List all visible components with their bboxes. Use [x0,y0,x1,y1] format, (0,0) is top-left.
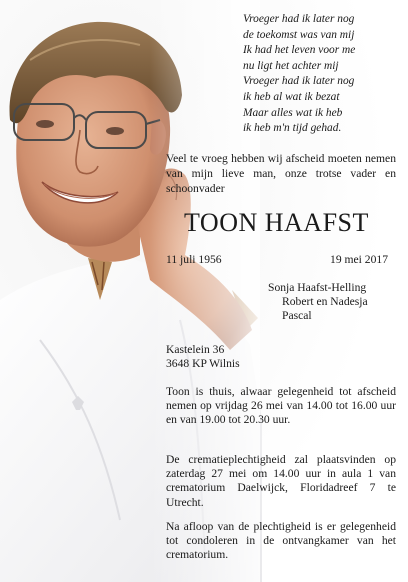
poem [243,12,405,137]
relative-name: Sonja Haafst-Helling [268,281,367,294]
death-date: 19 mei 2017 [330,253,388,266]
relative-name: Pascal [282,309,312,323]
poem-line: Vroeger had ik later nog [243,75,355,88]
condolence-paragraph: Na afloop van de plechtigheid is er gelegenheid tot condoleren in de ontvangkamer van het crematorium. [166,520,396,562]
visitation-paragraph: Toon is thuis, alwaar gelegenheid tot afscheid nemen op vrijdag 26 mei van 14.00 tot 16.00 uur en van 19.00 tot 20.30 uur. [166,385,396,427]
deceased-name: TOON HAAFST [184,208,369,237]
poem-line: de toekomst was van mij [243,28,355,41]
life-dates [166,253,388,266]
birth-date: 11 juli 1956 [166,253,222,266]
poem-line: nu ligt het achter mij [243,59,339,72]
address-street: Kastelein 36 [166,343,225,356]
address [166,343,240,371]
intro-text: Veel te vroeg hebben wij afscheid moeten nemen van mijn lieve man, onze trotse vader en schoonvader [166,152,396,196]
poem-line: Vroeger had ik later nog [243,13,355,25]
poem-line: ik heb al wat ik bezat [243,90,340,103]
address-postcode: 3648 KP Wilnis [166,357,240,371]
poem-line: ik heb m'n tijd gehad. [243,122,342,135]
poem-line: Ik had het leven voor me [243,44,356,57]
cremation-paragraph: De crematieplechtigheid zal plaatsvinden op zaterdag 27 mei om 14.00 uur in aula 1 van crematorium Daelwijck, Floridadreef 7 te Utrecht. [166,453,396,509]
relative-name: Robert en Nadesja [282,295,368,309]
relatives [268,281,368,324]
poem-line: Maar alles wat ik heb [243,106,343,119]
